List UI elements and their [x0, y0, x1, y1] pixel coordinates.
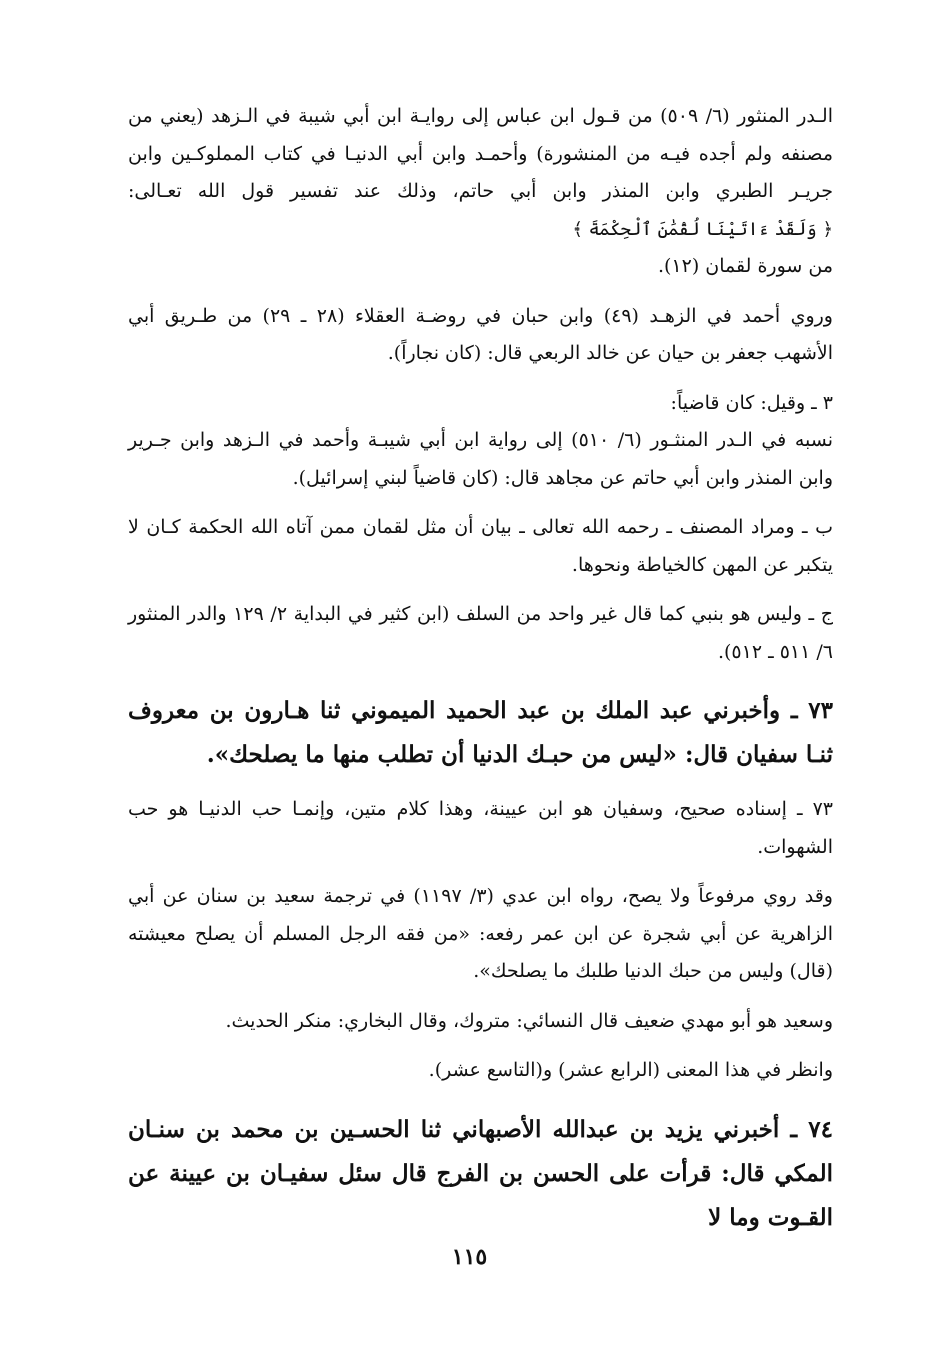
footnote-paragraph: نسبه في الـدر المنثـور (٦/ ٥١٠) إلى رواية ابن أبي شيبـة وأحمد في الـزهد وابن جـرير وابن المنذر وابن أبي حاتم عن مجاهد قال: (كان قاضياً لبني إسرائيل).: [128, 429, 833, 489]
footnote-paragraph: ب ـ ومراد المصنف ـ رحمه الله تعالى ـ بيان أن مثل لقمان ممن آتاه الله الحكمة كـان لا يتكبر عن المهن كالخياطة ونحوها.: [128, 516, 833, 576]
footnote-paragraph: [128, 98, 833, 248]
footnote-paragraph: وقد روي مرفوعاً ولا يصح، رواه ابن عدي (٣/ ١١٩٧) في ترجمة سعيد بن سنان عن أبي الزاهرية عن أبي شجرة عن ابن عمر رفعه: «من فقه الرجل المسلم أن يصلح معيشته (قال) وليس من حبك الدنيا طلبك ما يصلحك».: [128, 885, 833, 982]
footnote-paragraph: ٧٣ ـ إسناده صحيح، وسفيان هو ابن عيينة، وهذا كلام متين، وإنمـا حب الدنيـا هو حب الشهوات.: [128, 798, 833, 858]
quran-verse: ﴿ وَلَقَدْ ءَاتَيْنَا لُقْمَٰنَ ٱلْحِكْمَةَ ﴾: [572, 218, 833, 240]
hadith-text: ٧٣ ـ وأخبرني عبد الملك بن عبد الحميد الميموني ثنا هـارون بن معروف ثنـا سفيان قال: «ليس من حبـك الدنيا أن تطلب منها ما يصلحك».: [128, 697, 833, 768]
footnote-paragraph: من سورة لقمان (١٢).: [657, 255, 833, 277]
footnote-subheading: ٣ ـ وقيل: كان قاضياً:: [670, 391, 833, 414]
footnote-text: الـدر المنثور (٦/ ٥٠٩) من قـول ابن عباس إلى روايـة ابن أبي شيبة في الـزهد (يعني من مصنفه ولم أجده فيـه من المنشورة) وأحمـد وابن أبي الدنيـا في كتاب المملوكـين وابن جريـر الطبري وابن المنذر وابن أبي حاتم، وذلك عند تفسير قول الله تعـالى:: [128, 105, 833, 202]
page-number: ١١٥: [451, 1244, 488, 1270]
footnote-paragraph: ج ـ وليس هو بنبي كما قال غير واحد من السلف (ابن كثير في البداية ٢/ ١٢٩ والدر المنثور ٦/ ٥١١ ـ ٥١٢).: [128, 603, 833, 663]
footnote-paragraph: وانظر في هذا المعنى (الرابع عشر) و(التاسع عشر).: [428, 1059, 833, 1081]
footnote-paragraph: وسعيد هو أبو مهدي ضعيف قال النسائي: متروك، وقال البخاري: منكر الحديث.: [225, 1009, 833, 1032]
footnote-paragraph: وروي أحمد في الزهـد (٤٩) وابن حبان في روضـة العقلاء (٢٨ ـ ٢٩) من طـريق أبي الأشهب جعفر بن حيان عن خالد الربعي قال: (كان نجاراً).: [128, 304, 833, 364]
hadith-text: ٧٤ ـ أخبرني يزيد بن عبدالله الأصبهاني ثنا الحسـين بن محمد بن سنـان المكي قال: قرأت على الحسن بن الفرج قال سئل سفيـان بن عيينة عن القـوت وما لا: [128, 1115, 833, 1231]
